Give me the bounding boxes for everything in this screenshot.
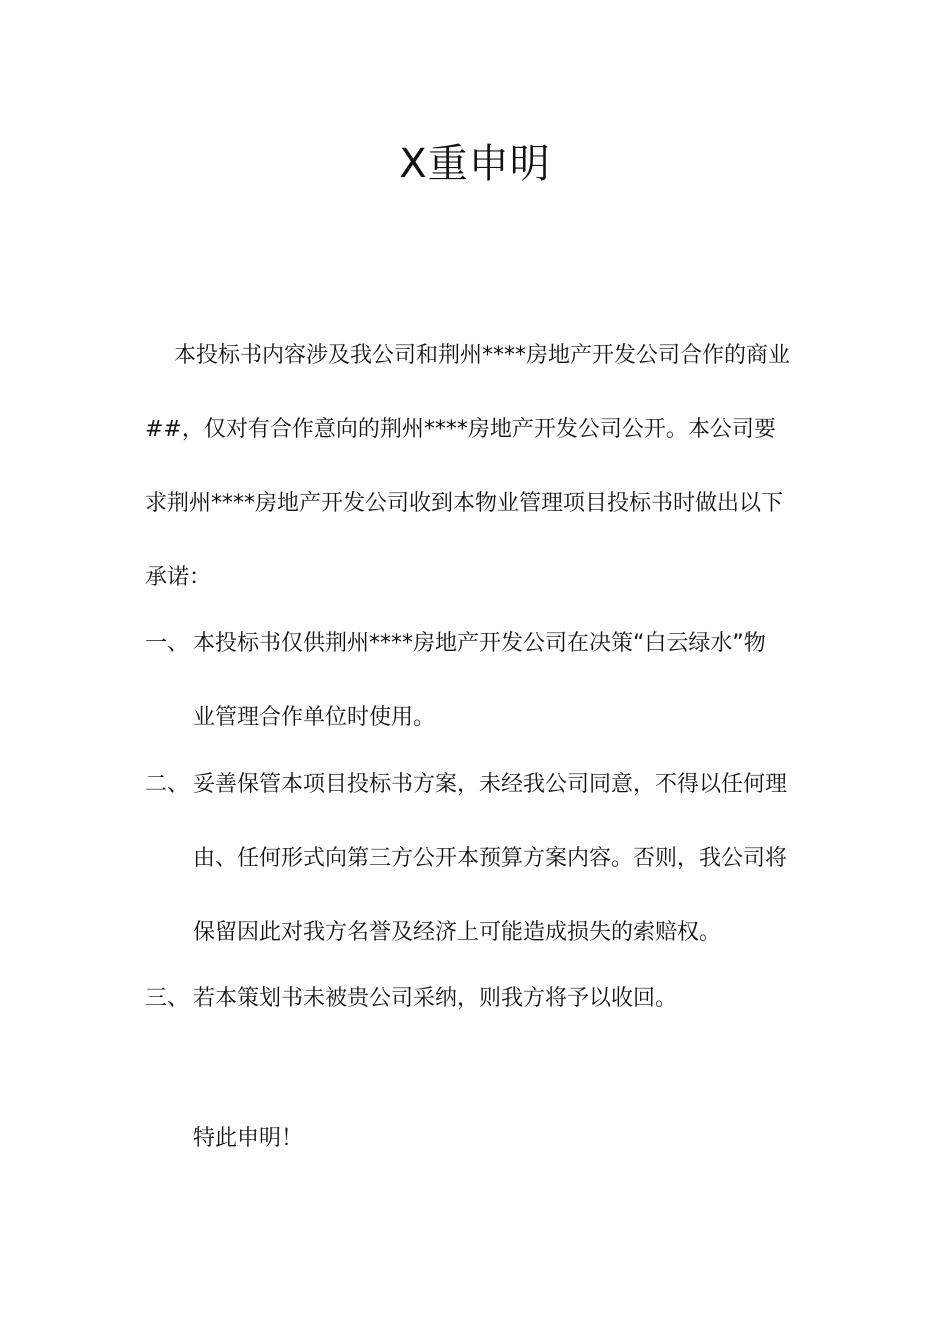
closing-statement: 特此申明！ (193, 1126, 304, 1151)
list-item-line: 若本策划书未被贵公司采纳，则我方将予以收回。 (193, 986, 678, 1011)
list-marker: 二、 (145, 772, 190, 797)
list-item-line: 由、任何形式向第三方公开本预算方案内容。否则，我公司将 (193, 846, 788, 871)
list-item-line: 本投标书仅供荆州****房地产开发公司在决策“白云绿水”物 (193, 631, 766, 656)
list-item-content (193, 607, 813, 755)
list-item-content (193, 962, 813, 1036)
list-item-line: 保留因此对我方名誉及经济上可能造成损失的索赔权。 (193, 920, 722, 945)
list-item-line: 妥善保管本项目投标书方案，未经我公司同意，不得以任何理 (193, 772, 788, 797)
list-marker: 三、 (145, 986, 190, 1011)
list-marker: 一、 (145, 631, 190, 656)
intro-line: ##，仅对有合作意向的荆州****房地产开发公司公开。本公司要 (145, 417, 776, 442)
list-item-line: 业管理合作单位时使用。 (193, 705, 436, 730)
intro-paragraph (145, 319, 810, 615)
list-item-content (193, 748, 813, 970)
intro-line: 本投标书内容涉及我公司和荆州****房地产开发公司合作的商业 (174, 343, 791, 368)
intro-line: 承诺： (145, 565, 212, 590)
page-title: X重申明 (399, 141, 551, 187)
intro-line: 求荆州****房地产开发公司收到本物业管理项目投标书时做出以下 (145, 491, 784, 516)
